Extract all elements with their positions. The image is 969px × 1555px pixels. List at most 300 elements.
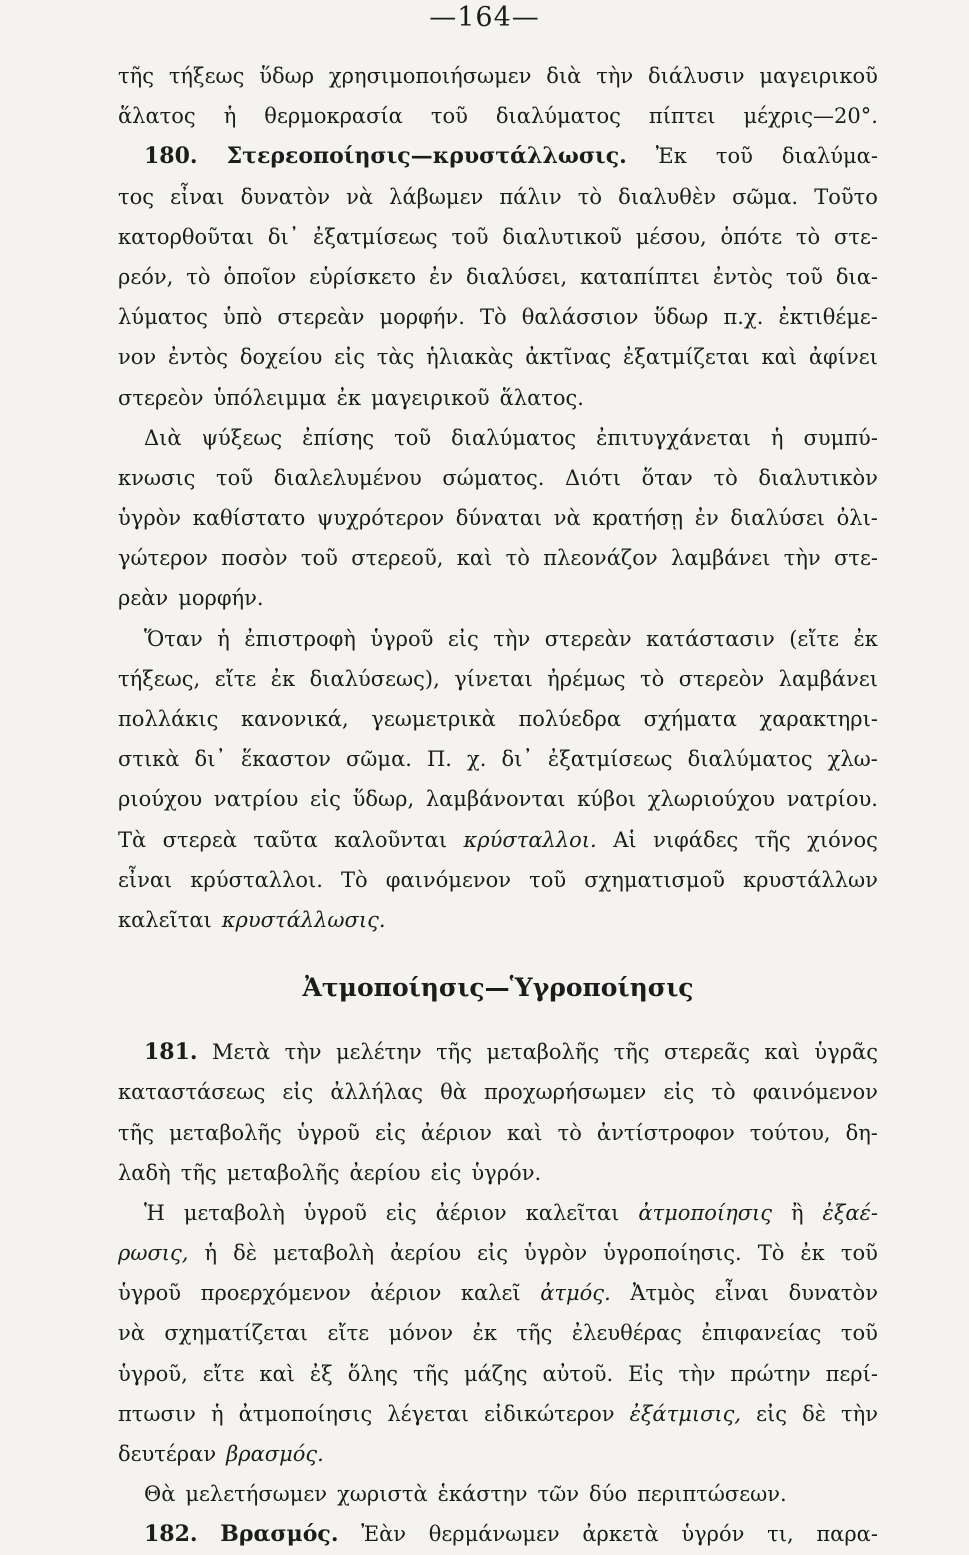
word: στε- (834, 546, 878, 571)
word: ὑγροῦ (370, 626, 434, 651)
text-line (118, 257, 878, 297)
word: τοῦ (715, 144, 753, 169)
word: εἶναι (170, 184, 225, 209)
word: κανονικά, (240, 707, 349, 731)
body-text (118, 56, 878, 1555)
word: τὸ (505, 546, 530, 571)
word: χλωριούχου (647, 787, 776, 812)
word: εἰς (334, 345, 366, 370)
word: καλοῦνται (334, 827, 448, 852)
word: θαλάσσιον (521, 305, 639, 330)
word: πολλάκις (118, 707, 219, 731)
word: νὰ (118, 1321, 145, 1346)
word: δι᾽ (501, 747, 533, 772)
word: ἕκαστον (240, 747, 331, 772)
word: εὑρίσκετο (309, 264, 416, 289)
text-line (118, 498, 878, 538)
word: Εἰς (628, 1361, 664, 1386)
word: μορφήν. (379, 305, 465, 330)
word: τὸ (577, 184, 603, 209)
word: Τὸ (757, 1241, 785, 1266)
word: νον (118, 345, 157, 370)
text-line (118, 739, 878, 779)
word: ὑγροῦ (118, 1281, 182, 1306)
word: φαινόμενον (752, 1080, 878, 1105)
section-181 (118, 1032, 878, 1554)
text-line (118, 136, 878, 176)
word: πολύεδρα (518, 707, 622, 731)
word: ἐπιστροφὴ (244, 626, 356, 651)
word: καλεῖ (460, 1281, 521, 1306)
word: Τὸ (341, 867, 368, 892)
word: εἰς (447, 626, 479, 651)
word: διαλυθὲν (618, 184, 716, 209)
word: τῶν (537, 1482, 580, 1507)
word: αὐτοῦ. (542, 1361, 614, 1386)
word: μορφήν. (178, 586, 264, 611)
text-line (118, 1273, 878, 1313)
word: ρεὰν (118, 586, 169, 611)
word: τοῦ (430, 104, 468, 129)
word: ὑγροῦ (296, 1120, 360, 1145)
word: παρα- (816, 1522, 878, 1547)
word: τος (118, 184, 155, 209)
word: νατρίου (213, 787, 299, 812)
text-line (118, 1474, 878, 1514)
word: ἀρκετὰ (582, 1522, 659, 1547)
word: κνωσις (118, 465, 196, 490)
word: χρησιμοποιήσωμεν (328, 64, 532, 88)
word: εἰς (282, 1080, 314, 1105)
text-line (118, 458, 878, 498)
word: Θὰ (144, 1482, 176, 1507)
word: ἀτμός. (540, 1281, 611, 1306)
word: 181. (144, 1039, 198, 1066)
word: ἐπιτυγχάνεται (596, 425, 751, 450)
word: 182. (144, 1521, 198, 1548)
word: ριούχου (118, 787, 203, 812)
word: ἡ (217, 626, 230, 651)
text-line (118, 378, 878, 418)
word: γίνεται (454, 666, 533, 691)
word: ἐκ (853, 626, 878, 651)
word: δύο (589, 1482, 628, 1507)
word: τῆς (118, 64, 154, 88)
page-number: —164— (429, 2, 540, 33)
word: δευτέραν (118, 1442, 217, 1466)
word: ἐλευθέρας (571, 1321, 682, 1346)
word: Τοῦτο (814, 184, 878, 209)
word: νὰ (346, 184, 374, 209)
word: ὑγρὸν (118, 506, 182, 531)
word: εἰς (385, 1200, 417, 1225)
word: τὴν (783, 546, 821, 571)
text-line (118, 860, 878, 900)
word: ἡ (204, 1241, 218, 1266)
word: ἐντὸς (167, 345, 229, 370)
word: ἀέριον (370, 1281, 442, 1306)
word: σχηματίζεται (164, 1321, 309, 1346)
word: τὴν (596, 64, 634, 88)
word: Ἡ (144, 1200, 165, 1225)
word: μελέτην (335, 1040, 422, 1065)
word: Στερεοποίησις—κρυστάλλωσις. (226, 143, 627, 170)
word: καὶ (764, 1040, 800, 1065)
word: στικὰ (118, 747, 180, 772)
word: θερμάνωμεν (428, 1522, 560, 1547)
word: μεταβολὴ (183, 1200, 285, 1225)
word: τοῦ (840, 1241, 878, 1266)
word: τὴν (284, 1040, 322, 1065)
word: ὑγρὸν (524, 1241, 588, 1266)
word: εἰς (663, 1080, 695, 1105)
word: εἰς (374, 1120, 406, 1145)
word: ἐκ (336, 385, 361, 410)
word: ἠρέμως (547, 666, 626, 691)
word: ἐξάτμισις, (629, 1401, 742, 1426)
word: μέσου, (635, 224, 707, 249)
text-line (118, 538, 878, 578)
word: μεταβολῆς (486, 1040, 600, 1065)
word: δὲ (233, 1241, 258, 1266)
word: τῆς (412, 1361, 449, 1386)
word: μεταβολὴ (273, 1241, 375, 1266)
word: χαρακτηρι- (759, 707, 878, 731)
word: πλεονάζον (543, 546, 658, 571)
text-line (118, 1313, 878, 1353)
word: εἰς (310, 787, 341, 812)
word: καλεῖται (525, 1200, 620, 1225)
word: στερεᾶς (663, 1040, 750, 1065)
word: ἀτμοποίησις (638, 1200, 773, 1225)
word: καταστάσεως (118, 1080, 266, 1105)
word: πίπτει (648, 104, 716, 129)
word: δὲ (802, 1401, 826, 1426)
word: τὰς (376, 345, 415, 370)
text-line (118, 1113, 878, 1153)
word: μάζης (463, 1361, 528, 1386)
word: Ὅταν (144, 626, 203, 651)
text-line (118, 1072, 878, 1112)
word: ἐξατμίσεως (547, 747, 673, 772)
word: ἐξατμίζεται (622, 345, 750, 370)
word: καλεῖται (118, 907, 212, 932)
word: ὑγροῦ, (118, 1361, 188, 1386)
word: τῆς (516, 1321, 553, 1346)
word: διαλύματος (687, 747, 813, 772)
word: δυνατὸν (240, 184, 330, 209)
word: ἀερίου (349, 1160, 421, 1185)
text-line (118, 56, 878, 96)
word: κρύσταλλοι. (190, 867, 323, 892)
word: προερχόμενον (200, 1281, 351, 1306)
word: δοχείου (239, 345, 323, 370)
section-180 (118, 56, 878, 940)
word: διαλύματος (451, 425, 577, 450)
word: θερμοκρασία (264, 104, 403, 129)
word: νατρίου. (786, 787, 878, 812)
word: τὴν (678, 1361, 716, 1386)
word: Διὰ (144, 425, 182, 450)
word: τὸ (795, 224, 821, 249)
text-line (118, 1514, 878, 1554)
word: τὴν (841, 1401, 878, 1426)
word: ρωσις, (118, 1241, 189, 1266)
word: ἀτμοποίησις (238, 1401, 373, 1426)
word: ἀκτῖνας (525, 345, 612, 370)
word: λάβωμεν (389, 184, 484, 209)
word: ὑγρόν. (471, 1160, 542, 1185)
text-line (118, 1032, 878, 1072)
word: τοῦ (300, 546, 338, 571)
word: ἡλιακὰς (426, 345, 514, 370)
word: τοῦ (451, 224, 489, 249)
text-line (118, 659, 878, 699)
word: ὁπότε (720, 224, 783, 249)
word: τοῦ (394, 425, 432, 450)
text-line (118, 96, 878, 136)
word: ἀφίνει (808, 345, 878, 370)
word: χλω- (827, 747, 878, 772)
word: κατάστασιν (646, 626, 775, 651)
word: προχωρήσωμεν (484, 1080, 647, 1105)
word: ἀλλήλας (330, 1080, 424, 1105)
word: θὰ (440, 1080, 467, 1105)
word: διάλυσιν (648, 64, 745, 88)
word: δύναται (455, 506, 543, 531)
word: Ἀτμὸς (630, 1281, 696, 1306)
word: στερεὰν (544, 626, 632, 651)
word: λαμβάνει (671, 546, 771, 571)
word: σώματος. (442, 465, 545, 490)
word: εἴτε (202, 1361, 245, 1386)
word: τοῦ (840, 1321, 878, 1346)
word: δια- (835, 264, 878, 289)
word: ὕδωρ (259, 64, 315, 88)
text-line (118, 900, 878, 940)
word: ἡ (223, 104, 237, 129)
word: λαμβάνονται (425, 787, 566, 812)
word: Μετὰ (212, 1040, 271, 1065)
word: φαινόμενον (385, 867, 512, 892)
word: Ἐκ (655, 144, 687, 169)
word: σχήματα (643, 707, 737, 731)
text-line (118, 1193, 878, 1233)
word: κρύσταλλοι. (463, 827, 597, 852)
word: ὑγροποίησις. (603, 1241, 742, 1266)
word: ἐξατμίσεως (313, 224, 438, 249)
word: ρεόν, (118, 264, 174, 289)
word: πτωσιν (118, 1401, 196, 1426)
word: στερεὸν (678, 666, 765, 691)
word: εἶναι (118, 867, 173, 892)
word: χ. (467, 747, 487, 772)
text-line (118, 1233, 878, 1273)
word: τὴν (493, 626, 531, 651)
word: μαγειρικοῦ (371, 385, 490, 410)
word: καταπίπτει (580, 264, 700, 289)
word: γεωμετρικὰ (371, 707, 496, 731)
word: συμπύ- (803, 425, 878, 450)
word: καὶ (506, 1120, 543, 1145)
section-heading: Ἀτμοποίησις—Ὑγροποίησις (302, 973, 694, 1003)
word: καὶ (259, 1361, 295, 1386)
text-line (118, 217, 878, 257)
word: τῆς (118, 1120, 154, 1145)
text-line (118, 1394, 878, 1434)
word: δη- (845, 1120, 878, 1145)
word: ψύξεως (201, 425, 283, 450)
word: ἐκτιθέμε- (778, 305, 878, 330)
text-line (118, 337, 878, 377)
word: νιφάδες (653, 827, 739, 852)
word: δι᾽ (194, 747, 226, 772)
word: σῶμα. (732, 184, 799, 209)
word: μαγειρικοῦ (759, 64, 878, 88)
word: βρασμός. (226, 1442, 324, 1466)
word: εἶναι (714, 1281, 770, 1306)
word: εἰς (477, 1241, 509, 1266)
word: ἡ (770, 425, 784, 450)
text-line (118, 1434, 878, 1474)
word: ἑκάστην (437, 1482, 528, 1507)
word: ἐπίσης (302, 425, 375, 450)
word: τήξεως (168, 64, 245, 88)
word: Διότι (565, 465, 621, 490)
word: ὕδωρ (653, 305, 709, 330)
word: περί- (825, 1361, 878, 1386)
word: καὶ (456, 546, 493, 571)
word: εἴτε (214, 666, 257, 691)
word: διὰ (546, 64, 582, 88)
word: μεταβολῆς (226, 1160, 340, 1185)
word: στε- (834, 224, 878, 249)
word: διαλυτικὸν (758, 465, 878, 490)
word: μεταβολῆς (169, 1120, 282, 1145)
text-line (118, 779, 878, 819)
word: ἀντίστροφον (596, 1120, 735, 1145)
word: διαλυτικοῦ (502, 224, 622, 249)
text-line (118, 619, 878, 659)
word: πρώτην (730, 1361, 811, 1386)
word: σῶμα. (345, 747, 412, 772)
word: ἐντὸς (712, 264, 773, 289)
word: κρυστάλλωσις. (221, 907, 386, 932)
word: στερεοῦ, (351, 546, 444, 571)
word: τὸ (186, 264, 211, 289)
word: κρατήσῃ (592, 506, 684, 531)
word: ὕδωρ, (352, 787, 415, 812)
word: τὸ (713, 465, 738, 490)
word: ὑπόλειμμα (213, 385, 327, 410)
word: εἰς (756, 1401, 788, 1426)
word: Ἐὰν (361, 1522, 407, 1547)
word: ψυχρότερον (316, 506, 445, 531)
word: κατορθοῦται (118, 224, 254, 249)
word: (εἴτε (789, 626, 840, 651)
word: ἐν (428, 264, 453, 289)
word: διαλύσεως), (309, 666, 440, 691)
text-line (118, 297, 878, 337)
word: ὀλι- (836, 506, 878, 531)
word: π.χ. (723, 305, 764, 330)
word: ἡ (210, 1401, 224, 1426)
word: ὑγροῦ (303, 1200, 367, 1225)
word: Βρασμός. (220, 1521, 339, 1548)
word: ἐκ (800, 1241, 825, 1266)
word: ὅταν (641, 465, 693, 490)
word: ταῦτα (253, 827, 318, 852)
word: χωριστὰ (337, 1482, 428, 1507)
word: καὶ (761, 345, 798, 370)
word: ἅλατος. (499, 385, 584, 410)
text-line (118, 699, 878, 739)
word: στερεὸν (118, 385, 204, 410)
word: τὸ (639, 666, 665, 691)
text-line (118, 1354, 878, 1394)
word: ἅλατος (118, 104, 196, 129)
word: τοῦ (216, 465, 254, 490)
text-line (118, 177, 878, 217)
word: μόνον (388, 1321, 454, 1346)
word: ἐκ (472, 1321, 497, 1346)
word: τῆς (180, 1160, 217, 1185)
word: μέχρις—20°. (743, 104, 878, 129)
word: διαλύματος (495, 104, 621, 129)
word: διαλελυμένου (273, 465, 422, 490)
word: λύματος (118, 305, 208, 330)
word: διαλύσει (730, 506, 825, 531)
word: λαμβάνει (778, 666, 878, 691)
word: νὰ (553, 506, 581, 531)
word: τὸ (711, 1080, 736, 1105)
word: τοῦ (529, 867, 567, 892)
word: σχηματισμοῦ (584, 867, 725, 892)
word: τήξεως, (118, 666, 201, 691)
word: ὑπὸ (223, 305, 263, 330)
word: ὑγρᾶς (814, 1040, 878, 1065)
word: Π. (426, 747, 452, 772)
word: ἀέριον (420, 1120, 492, 1145)
text-line (118, 1153, 878, 1193)
word: Τὰ (118, 827, 147, 852)
word: στερεὰν (277, 305, 365, 330)
word: μελετήσωμεν (185, 1482, 328, 1507)
word: Τὸ (479, 305, 507, 330)
word: δι᾽ (267, 224, 300, 249)
word: τῆς (613, 1040, 650, 1065)
word: Αἱ (613, 827, 637, 852)
word: 180. (144, 143, 198, 170)
word: λαδὴ (118, 1160, 171, 1185)
word: ἐπιφανείας (701, 1321, 822, 1346)
word: διαλύσει, (465, 264, 568, 289)
word: τοῦ (785, 264, 823, 289)
word: τῆς (436, 1040, 473, 1065)
word: τι, (767, 1522, 794, 1547)
word: ὑγρόν (681, 1522, 745, 1547)
word: ποσὸν (221, 546, 288, 571)
word: ὁποῖον (223, 264, 297, 289)
word: πάλιν (499, 184, 562, 209)
word: ἀερίου (390, 1241, 462, 1266)
word: εἰς (430, 1160, 462, 1185)
word: ὅλης (347, 1361, 398, 1386)
word: τῆς (754, 827, 791, 852)
word: γώτερον (118, 546, 208, 571)
word: ἢ (791, 1200, 804, 1225)
word: ἐν (694, 506, 719, 531)
